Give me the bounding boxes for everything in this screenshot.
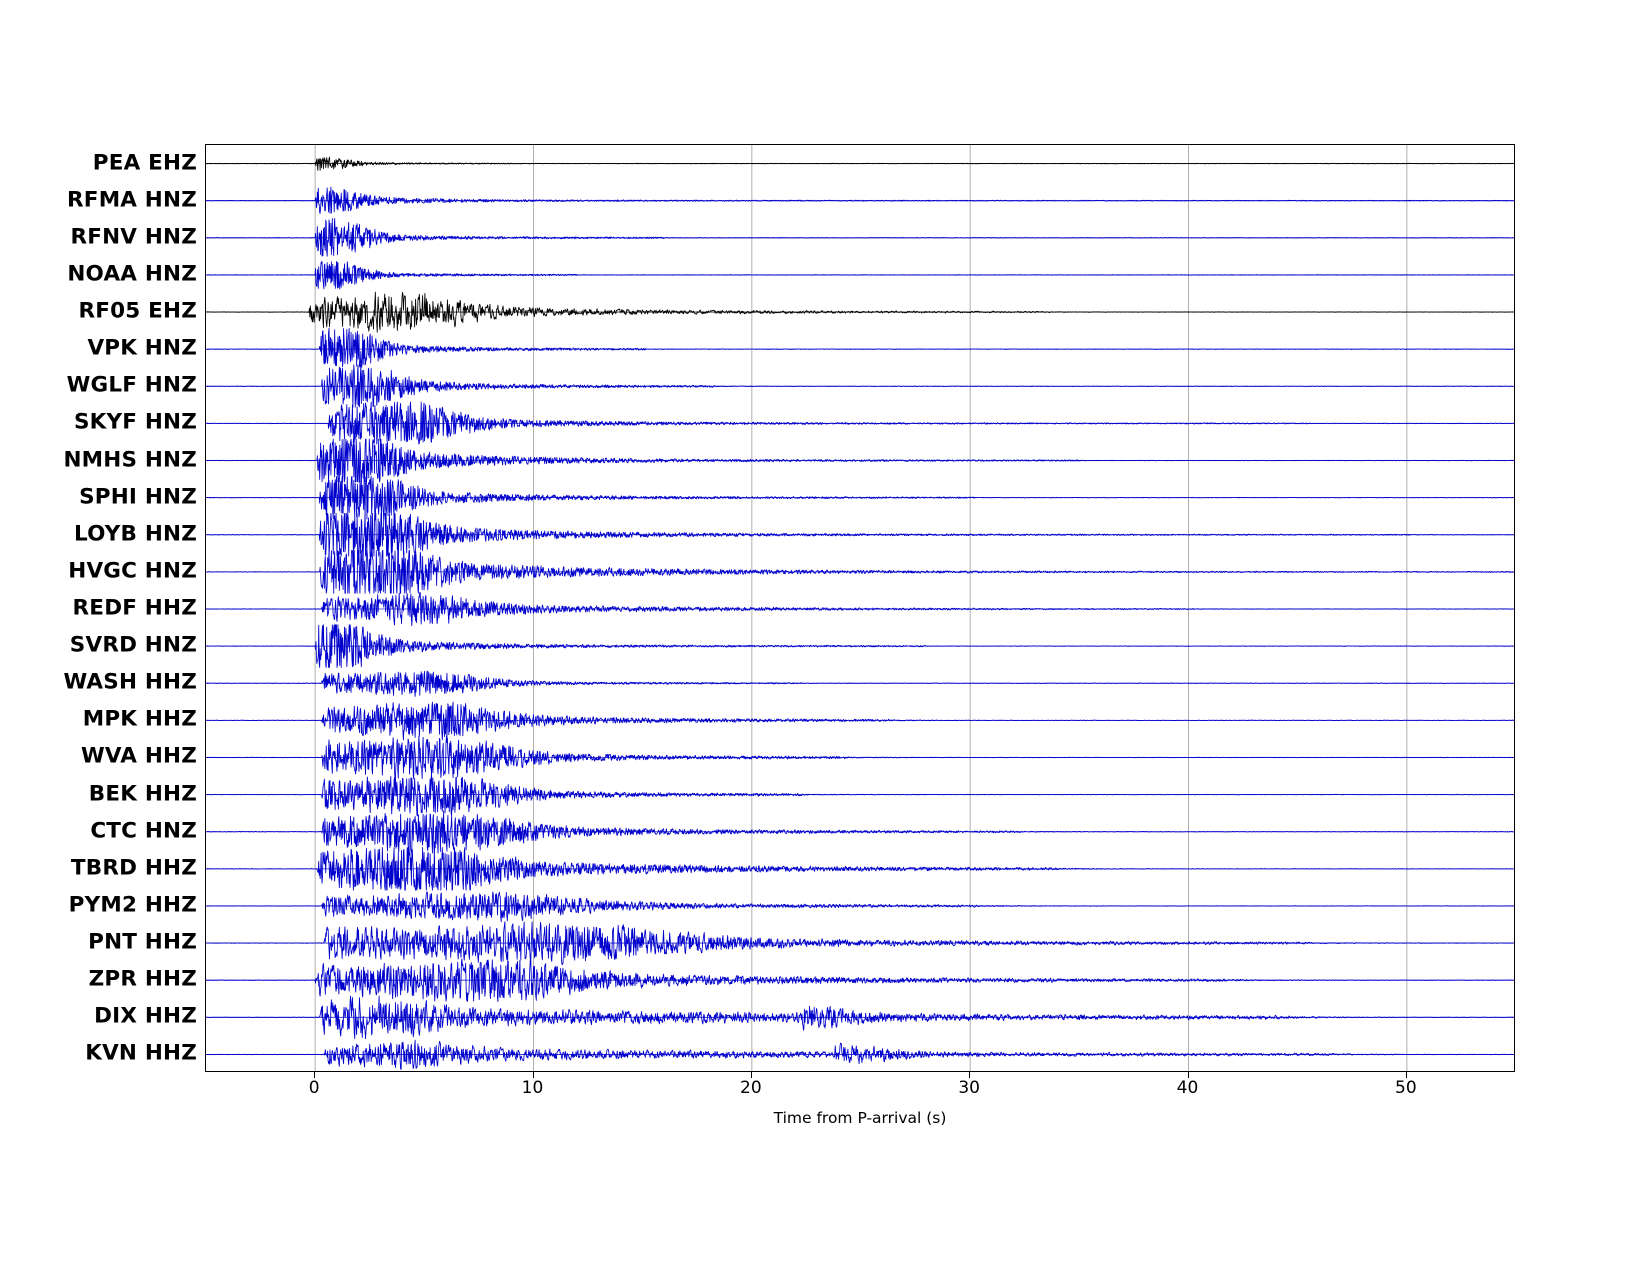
station-label-loyb: LOYB HNZ: [73, 521, 197, 547]
x-tick-label: 40: [1176, 1078, 1199, 1098]
station-label-redf: REDF HHZ: [72, 595, 197, 621]
station-label-vpk: VPK HNZ: [87, 335, 197, 361]
station-label-rfma: RFMA HNZ: [67, 187, 197, 213]
station-label-mpk: MPK HHZ: [82, 706, 197, 732]
x-tick-label: 50: [1395, 1078, 1417, 1098]
station-label-pnt: PNT HHZ: [88, 929, 197, 955]
x-tick-label: 10: [521, 1078, 544, 1098]
x-axis-label: Time from P-arrival (s): [773, 1109, 947, 1127]
station-label-tbrd: TBRD HHZ: [70, 855, 197, 881]
station-label-rfnv: RFNV HNZ: [70, 224, 197, 250]
waveform-svg: [206, 145, 1514, 1071]
station-label-kvn: KVN HHZ: [85, 1040, 197, 1066]
station-label-zpr: ZPR HHZ: [88, 966, 197, 992]
station-label-nmhs: NMHS HNZ: [63, 447, 197, 473]
station-label-hvgc: HVGC HNZ: [68, 558, 197, 584]
waveform-plot-area: [206, 145, 1514, 1071]
station-label-pym2: PYM2 HHZ: [68, 892, 197, 918]
x-tick-label: 20: [740, 1078, 762, 1098]
station-label-sphi: SPHI HNZ: [79, 484, 197, 510]
x-tick-label: 30: [958, 1078, 980, 1098]
plot-axes: [205, 144, 1515, 1072]
station-label-dix: DIX HHZ: [94, 1003, 197, 1029]
station-label-wva: WVA HHZ: [81, 743, 197, 769]
station-label-svrd: SVRD HNZ: [69, 632, 197, 658]
station-label-wash: WASH HHZ: [63, 669, 197, 695]
station-label-rf05: RF05 EHZ: [78, 298, 197, 324]
station-label-pea: PEA EHZ: [92, 150, 197, 176]
station-label-column: [0, 144, 198, 1072]
station-label-noaa: NOAA HNZ: [67, 261, 197, 287]
x-tick-label: 0: [308, 1078, 320, 1098]
station-label-bek: BEK HHZ: [88, 781, 197, 807]
station-label-ctc: CTC HNZ: [90, 818, 197, 844]
station-label-wglf: WGLF HNZ: [66, 372, 197, 398]
station-label-skyf: SKYF HNZ: [73, 409, 197, 435]
